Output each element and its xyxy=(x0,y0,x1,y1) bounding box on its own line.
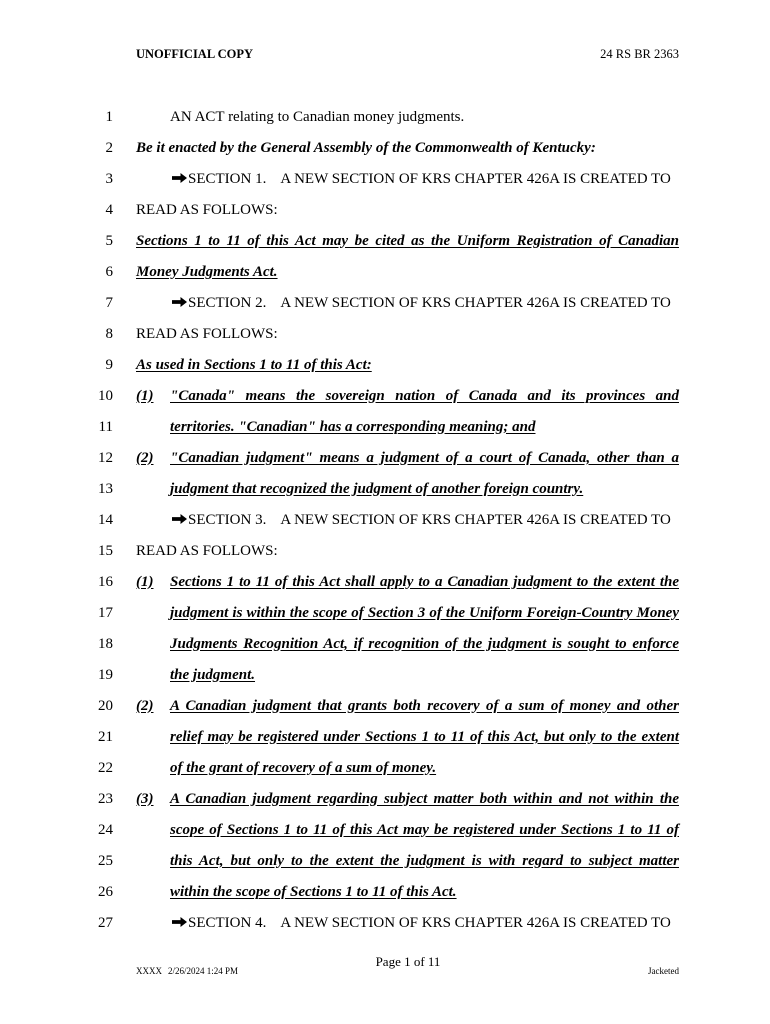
page-number: Page 1 of 11 xyxy=(375,954,441,969)
bill-line xyxy=(0,133,770,164)
bill-line xyxy=(0,877,770,908)
line-number: 22 xyxy=(98,759,113,776)
unofficial-copy-label: UNOFFICIAL COPY xyxy=(136,47,254,61)
line-text: READ AS FOLLOWS: xyxy=(136,201,278,218)
line-number: 9 xyxy=(105,356,113,373)
line-number: 10 xyxy=(98,387,113,404)
bill-line xyxy=(0,567,770,598)
section-heading-text: A NEW SECTION OF KRS CHAPTER 426A IS CREATED TO xyxy=(280,914,671,931)
subsection-label: (1) xyxy=(136,387,154,404)
line-text: READ AS FOLLOWS: xyxy=(136,542,278,559)
line-number: 12 xyxy=(98,449,113,466)
new-text-line: A Canadian judgment regarding subject matter both within and not within the xyxy=(170,790,679,807)
line-number: 8 xyxy=(105,325,113,342)
new-text-line: of the grant of recovery of a sum of money. xyxy=(170,759,437,776)
section-heading xyxy=(172,164,671,195)
section-number: SECTION 2. xyxy=(188,294,267,311)
bill-line xyxy=(0,195,770,226)
section-number: SECTION 3. xyxy=(188,511,267,528)
document-code: XXXX xyxy=(136,966,162,976)
new-text-line: Sections 1 to 11 of this Act may be cited as the Uniform Registration of Canadian xyxy=(136,232,679,249)
new-text-line: "Canadian judgment" means a judgment of a court of Canada, other than a xyxy=(170,449,679,466)
footer-info xyxy=(136,965,238,977)
section-heading xyxy=(172,288,671,319)
line-number: 21 xyxy=(98,728,113,745)
new-text-line: As used in Sections 1 to 11 of this Act: xyxy=(136,356,372,373)
section-number: SECTION 1. xyxy=(188,170,267,187)
bill-line xyxy=(0,319,770,350)
new-text-line: this Act, but only to the extent the judgment is with regard to subject matter xyxy=(170,852,679,869)
bill-line xyxy=(0,226,770,257)
line-number: 6 xyxy=(105,263,113,280)
subsection-label: (3) xyxy=(136,790,154,807)
bill-line xyxy=(0,784,770,815)
line-number: 2 xyxy=(105,139,113,156)
jacket-status: Jacketed xyxy=(648,966,679,976)
line-number: 16 xyxy=(98,573,113,590)
line-number: 7 xyxy=(105,294,113,311)
bill-line xyxy=(0,474,770,505)
new-text-line: territories. "Canadian" has a corresponding meaning; and xyxy=(170,418,536,435)
bill-body xyxy=(0,102,770,939)
new-text-line: within the scope of Sections 1 to 11 of this Act. xyxy=(170,883,457,900)
line-number: 5 xyxy=(105,232,113,249)
line-number: 18 xyxy=(98,635,113,652)
new-text-line: relief may be registered under Sections 1 to 11 of this Act, but only to the extent xyxy=(170,728,679,745)
bill-line xyxy=(0,505,770,536)
line-number: 4 xyxy=(105,201,113,218)
bill-line xyxy=(0,598,770,629)
bill-line xyxy=(0,722,770,753)
right-arrow-icon xyxy=(172,297,187,307)
bill-line xyxy=(0,629,770,660)
new-text-line: judgment that recognized the judgment of another foreign country. xyxy=(170,480,584,497)
bill-line xyxy=(0,846,770,877)
section-heading-text: A NEW SECTION OF KRS CHAPTER 426A IS CREATED TO xyxy=(280,294,671,311)
line-number: 15 xyxy=(98,542,113,559)
timestamp: 2/26/2024 1:24 PM xyxy=(168,966,239,976)
bill-line xyxy=(0,660,770,691)
bill-line xyxy=(0,381,770,412)
line-number: 14 xyxy=(98,511,113,528)
line-number: 25 xyxy=(98,852,113,869)
line-number: 20 xyxy=(98,697,113,714)
act-title: AN ACT relating to Canadian money judgments. xyxy=(170,108,465,125)
line-number: 3 xyxy=(105,170,113,187)
line-number: 13 xyxy=(98,480,113,497)
line-number: 24 xyxy=(98,821,113,838)
bill-line xyxy=(0,412,770,443)
section-number: SECTION 4. xyxy=(188,914,267,931)
section-heading-text: A NEW SECTION OF KRS CHAPTER 426A IS CREATED TO xyxy=(280,511,671,528)
bill-line xyxy=(0,753,770,784)
section-heading-text: A NEW SECTION OF KRS CHAPTER 426A IS CREATED TO xyxy=(280,170,671,187)
bill-line xyxy=(0,350,770,381)
bill-line xyxy=(0,908,770,939)
line-number: 27 xyxy=(98,914,113,931)
subsection-label: (2) xyxy=(136,697,154,714)
new-text-line: Judgments Recognition Act, if recognition of the judgment is sought to enforce xyxy=(170,635,679,652)
bill-line xyxy=(0,102,770,133)
bill-line xyxy=(0,815,770,846)
line-text: READ AS FOLLOWS: xyxy=(136,325,278,342)
line-number: 23 xyxy=(98,790,113,807)
bill-line xyxy=(0,164,770,195)
new-text-line: the judgment. xyxy=(170,666,256,683)
new-text-line: Money Judgments Act. xyxy=(136,263,278,280)
new-text-line: scope of Sections 1 to 11 of this Act may be registered under Sections 1 to 11 of xyxy=(170,821,679,838)
new-text-line: Sections 1 to 11 of this Act shall apply to a Canadian judgment to the extent the xyxy=(170,573,679,590)
line-number: 1 xyxy=(105,108,113,125)
bill-line xyxy=(0,257,770,288)
line-number: 17 xyxy=(98,604,113,621)
subsection-label: (2) xyxy=(136,449,154,466)
right-arrow-icon xyxy=(172,514,187,524)
subsection-label: (1) xyxy=(136,573,154,590)
enacting-clause: Be it enacted by the General Assembly of the Commonwealth of Kentucky: xyxy=(136,139,596,156)
line-number: 19 xyxy=(98,666,113,683)
bill-line xyxy=(0,691,770,722)
new-text-line: "Canada" means the sovereign nation of Canada and its provinces and xyxy=(170,387,679,404)
section-heading xyxy=(172,908,671,939)
bill-line xyxy=(0,288,770,319)
section-heading xyxy=(172,505,671,536)
right-arrow-icon xyxy=(172,173,187,183)
new-text-line: judgment is within the scope of Section 3 of the Uniform Foreign-Country Money xyxy=(170,604,679,621)
right-arrow-icon xyxy=(172,917,187,927)
bill-request-number: 24 RS BR 2363 xyxy=(600,47,679,61)
bill-line xyxy=(0,536,770,567)
line-number: 11 xyxy=(98,418,113,435)
new-text-line: A Canadian judgment that grants both recovery of a sum of money and other xyxy=(170,697,679,714)
line-number: 26 xyxy=(98,883,113,900)
bill-line xyxy=(0,443,770,474)
